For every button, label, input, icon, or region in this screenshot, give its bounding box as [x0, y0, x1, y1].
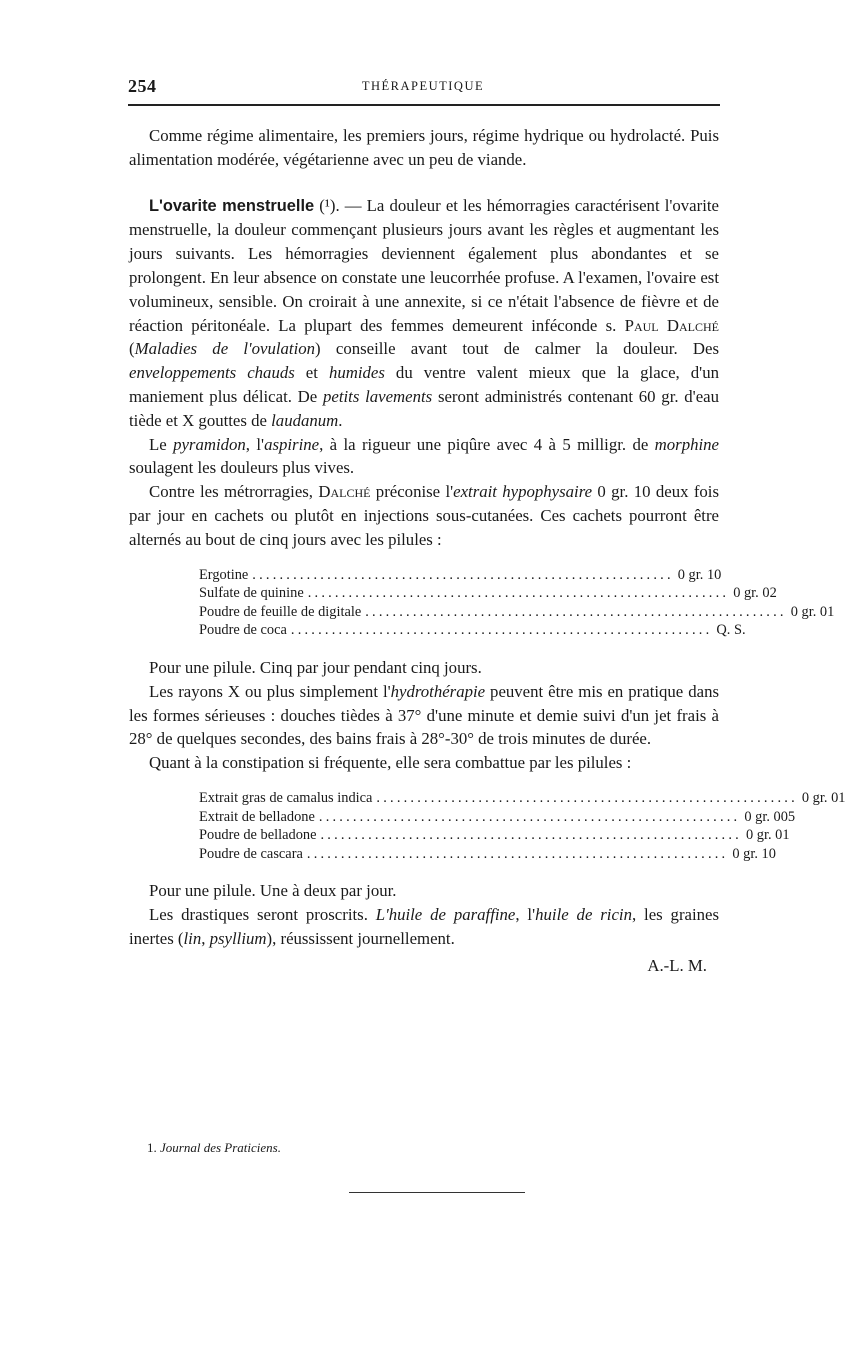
paragraph-metrorragies: Contre les métrorragies, Dalché préconise l'extrait hypophysaire 0 gr. 10 deux fois par jour en cachets ou plutôt en injections sous-cutanées. Ces cachets pourront être alternés au bout de cinq jours avec les pilules : — [129, 482, 719, 549]
formula-row: Ergotine .............................................................. 0 gr. 10 — [199, 566, 722, 583]
running-title: THÉRAPEUTIQUE — [361, 79, 485, 93]
footnote-number: 1. — [147, 1140, 157, 1155]
page-header — [128, 76, 718, 98]
paragraph-ovarite: L'ovarite menstruelle (¹). — La douleur et les hémorragies caractérisent l'ovarite menstruelle, la douleur commençant plusieurs jours avant les règles et augmentant les jours suivants. Les hémorragies deviennent également plus abondantes et se prolongent. En leur absence on constate une leucorrhée profuse. A l'examen, l'ovaire est volumineux, sensible. On croirait à une annexite, si ce n'était l'absence de fièvre et de réaction péritonéale. La plupart des femmes demeurent inféconde s. Paul Dalché (Maladies de l'ovulation) conseille avant tout de calmer la douleur. Des enveloppements chauds et humides du ventre valent mieux que la glace, d'un maniement plus délicat. De petits lavements seront administrés contenant 60 gr. d'eau tiède et X gouttes de laudanum. — [129, 195, 720, 430]
section-heading: L'ovarite menstruelle — [149, 196, 315, 215]
formula-table-1 — [199, 566, 835, 640]
paragraph-diet: Comme régime alimentaire, les premiers jours, régime hydrique ou hydrolacté. Puis alimentation modérée, végétarienne avec un peu de viande. — [129, 126, 719, 169]
paragraph-drastics: Les drastiques seront proscrits. L'huile de paraffine, l'huile de ricin, les graines inertes (lin, psyllium), réussissent journellement. — [129, 905, 720, 948]
formula-row: Poudre de cascara .............................................................. 0 gr. 10 — [199, 845, 776, 862]
body-text — [129, 124, 845, 977]
formula-row: Poudre de coca .............................................................. Q. S. — [199, 622, 746, 639]
footnote — [147, 1140, 281, 1156]
formula-row: Poudre de belladone .............................................................. 0 gr. 01 — [199, 827, 790, 844]
bottom-rule — [349, 1192, 525, 1193]
formula-row: Extrait gras de camalus indica .............................................................. 0 gr. 01 — [199, 789, 845, 806]
author-name: Dalché — [318, 482, 371, 502]
footnote-ref: (¹). — [319, 195, 340, 215]
formula-row: Extrait de belladone .............................................................. 0 gr. 005 — [199, 808, 796, 825]
formula-table-2 — [199, 789, 845, 863]
signature: A.-L. M. — [647, 955, 707, 975]
paragraph-constipation: Quant à la constipation si fréquente, elle sera combattue par les pilules : — [149, 753, 632, 773]
paragraph-posology-2: Pour une pilule. Une à deux par jour. — [149, 881, 397, 901]
page-number: 254 — [128, 76, 157, 96]
cited-work: Maladies de l'ovulation — [134, 339, 316, 359]
formula-row: Poudre de feuille de digitale .............................................................. 0 gr. 01 — [199, 603, 835, 620]
author-name: Paul Dalché — [624, 315, 720, 335]
formula-row: Sulfate de quinine .............................................................. 0 gr. 02 — [199, 585, 777, 602]
header-rule — [128, 104, 720, 106]
paragraph-posology-1: Pour une pilule. Cinq par jour pendant cinq jours. — [149, 657, 482, 677]
paragraph-hydrotherapy: Les rayons X ou plus simplement l'hydrothérapie peuvent être mis en pratique dans les formes sérieuses : douches tièdes à 37° d'une minute et demie suivi d'un jet frais à 28° de quelques secondes, des bains frais à 28°-30° de trois minutes de durée. — [129, 681, 719, 749]
paragraph-analgesics: Le pyramidon, l'aspirine, à la rigueur une piqûre avec 4 à 5 milligr. de morphine soulagent les douleurs plus vives. — [129, 434, 719, 478]
footnote-text: Journal des Praticiens. — [160, 1140, 281, 1155]
